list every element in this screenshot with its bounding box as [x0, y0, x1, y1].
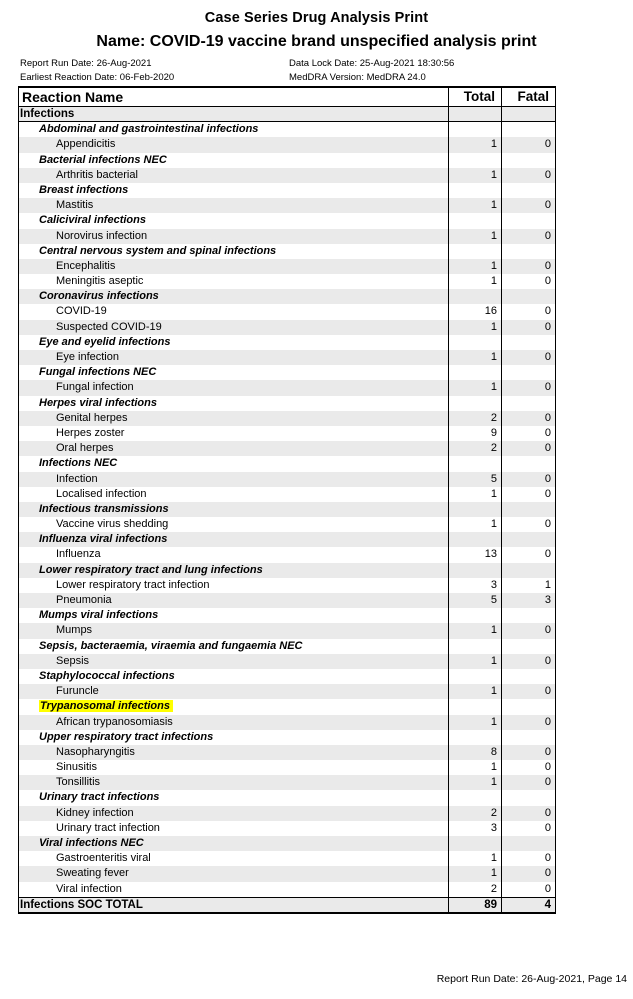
- reaction-name: Norovirus infection: [56, 229, 148, 242]
- total-value: 3: [448, 821, 501, 836]
- fatal-value: 0: [501, 426, 555, 441]
- reaction-table-body: [19, 107, 555, 912]
- fatal-value: [501, 213, 555, 228]
- total-value: [448, 213, 501, 228]
- reaction-name: COVID-19: [56, 305, 107, 318]
- total-value: 2: [448, 882, 501, 897]
- total-value: 1: [448, 760, 501, 775]
- total-value: 1: [448, 623, 501, 638]
- table-row: [19, 669, 555, 684]
- total-value: [448, 183, 501, 198]
- fatal-value: 0: [501, 487, 555, 502]
- data-lock-date: Data Lock Date: 25-Aug-2021 18:30:56: [289, 58, 455, 69]
- total-value: [448, 244, 501, 259]
- total-value: [448, 289, 501, 304]
- total-value: 1: [448, 380, 501, 395]
- table-row: [19, 107, 555, 122]
- table-row: [19, 866, 555, 881]
- fatal-value: [501, 122, 555, 137]
- total-value: 1: [448, 684, 501, 699]
- total-value: 1: [448, 168, 501, 183]
- fatal-value: [501, 563, 555, 578]
- table-row: [19, 715, 555, 730]
- reaction-name: Sweating fever: [56, 867, 129, 880]
- total-value: 1: [448, 715, 501, 730]
- reaction-name: Fungal infection: [56, 381, 134, 394]
- table-row: [19, 547, 555, 562]
- reaction-name: Infectious transmissions: [39, 502, 169, 515]
- total-value: [448, 456, 501, 471]
- fatal-value: 0: [501, 259, 555, 274]
- total-value: [448, 532, 501, 547]
- table-row: [19, 897, 555, 912]
- table-row: [19, 578, 555, 593]
- table-row: [19, 183, 555, 198]
- table-row: [19, 775, 555, 790]
- meddra-version: MedDRA Version: MedDRA 24.0: [289, 71, 426, 83]
- fatal-value: 0: [501, 304, 555, 319]
- reaction-name: Meningitis aseptic: [56, 275, 144, 288]
- fatal-value: [501, 699, 555, 714]
- table-row: [19, 472, 555, 487]
- reaction-name: Mastitis: [56, 199, 94, 212]
- reaction-name: Caliciviral infections: [39, 214, 146, 227]
- fatal-value: [501, 396, 555, 411]
- total-value: 13: [448, 547, 501, 562]
- fatal-value: 0: [501, 380, 555, 395]
- table-row: [19, 259, 555, 274]
- table-row: [19, 274, 555, 289]
- total-value: [448, 730, 501, 745]
- table-row: [19, 365, 555, 380]
- reaction-name: Staphylococcal infections: [39, 669, 175, 682]
- table-row: [19, 137, 555, 152]
- total-value: 89: [448, 898, 501, 912]
- reaction-name: Breast infections: [39, 183, 129, 196]
- total-value: [448, 335, 501, 350]
- total-value: 1: [448, 259, 501, 274]
- reaction-name: Appendicitis: [56, 138, 116, 151]
- reaction-name: Bacterial infections NEC: [39, 153, 167, 166]
- total-value: 3: [448, 578, 501, 593]
- page-subtitle: Name: COVID-19 vaccine brand unspecified analysis print: [96, 33, 537, 50]
- table-row: [19, 806, 555, 821]
- table-row: [19, 745, 555, 760]
- total-value: 16: [448, 304, 501, 319]
- fatal-value: [501, 289, 555, 304]
- fatal-value: 0: [501, 320, 555, 335]
- reaction-name: Arthritis bacterial: [56, 168, 138, 181]
- table-row: [19, 411, 555, 426]
- table-row: [19, 456, 555, 471]
- table-row: [19, 608, 555, 623]
- reaction-name: Kidney infection: [56, 806, 134, 819]
- reaction-name: Lower respiratory tract and lung infections: [39, 563, 263, 576]
- fatal-value: [501, 790, 555, 805]
- total-value: [448, 639, 501, 654]
- table-row: [19, 122, 555, 137]
- table-row: [19, 821, 555, 836]
- fatal-value: 0: [501, 851, 555, 866]
- reaction-name: Infections SOC TOTAL: [20, 898, 143, 911]
- table-row: [19, 304, 555, 319]
- reaction-name: Upper respiratory tract infections: [39, 730, 214, 743]
- table-row: [19, 229, 555, 244]
- fatal-value: 0: [501, 623, 555, 638]
- fatal-value: 0: [501, 137, 555, 152]
- table-row: [19, 882, 555, 897]
- reaction-name: Coronavirus infections: [39, 290, 159, 303]
- reaction-name: Sinusitis: [56, 761, 97, 774]
- total-value: [448, 122, 501, 137]
- page-footer: Report Run Date: 26-Aug-2021, Page 14: [436, 973, 627, 985]
- total-value: 9: [448, 426, 501, 441]
- total-value: 2: [448, 411, 501, 426]
- fatal-value: [501, 244, 555, 259]
- fatal-value: 0: [501, 229, 555, 244]
- reaction-name: Influenza viral infections: [39, 533, 168, 546]
- reaction-name: Influenza: [56, 548, 101, 561]
- table-row: [19, 350, 555, 365]
- reaction-name: Sepsis, bacteraemia, viraemia and fungaemia NEC: [39, 639, 303, 652]
- reaction-name: Herpes viral infections: [39, 396, 157, 409]
- total-value: 5: [448, 593, 501, 608]
- table-row: [19, 654, 555, 669]
- total-value: 1: [448, 851, 501, 866]
- table-row: [19, 153, 555, 168]
- table-row: [19, 684, 555, 699]
- total-value: 8: [448, 745, 501, 760]
- table-row: [19, 623, 555, 638]
- table-row: [19, 198, 555, 213]
- fatal-value: [501, 730, 555, 745]
- fatal-value: [501, 153, 555, 168]
- reaction-name: Genital herpes: [56, 411, 128, 424]
- total-value: 1: [448, 320, 501, 335]
- reaction-name: Viral infections NEC: [39, 837, 144, 849]
- reaction-name: Eye infection: [56, 351, 119, 363]
- reaction-name: Mumps viral infections: [39, 609, 159, 622]
- table-row: [19, 168, 555, 183]
- fatal-value: 0: [501, 760, 555, 775]
- fatal-value: [501, 608, 555, 623]
- reaction-name: Urinary tract infection: [56, 821, 160, 834]
- reaction-name: Abdominal and gastrointestinal infections: [39, 123, 259, 136]
- total-value: 2: [448, 441, 501, 456]
- fatal-value: [501, 335, 555, 350]
- reaction-name: Localised infection: [56, 487, 147, 500]
- total-value: 1: [448, 487, 501, 502]
- fatal-value: 0: [501, 472, 555, 487]
- total-value: [448, 365, 501, 380]
- table-row: [19, 639, 555, 654]
- total-value: [448, 836, 501, 851]
- fatal-value: 0: [501, 517, 555, 532]
- reaction-name: Herpes zoster: [56, 426, 125, 439]
- table-row: [19, 426, 555, 441]
- reaction-name: African trypanosomiasis: [56, 715, 173, 728]
- fatal-value: 0: [501, 715, 555, 730]
- table-row: [19, 289, 555, 304]
- column-header-fatal: Fatal: [501, 88, 555, 106]
- total-value: [448, 669, 501, 684]
- total-value: [448, 608, 501, 623]
- fatal-value: 0: [501, 806, 555, 821]
- reaction-name: Fungal infections NEC: [39, 366, 157, 379]
- table-row: [19, 790, 555, 805]
- table-row: [19, 593, 555, 608]
- reaction-name: Mumps: [56, 624, 93, 637]
- fatal-value: 3: [501, 593, 555, 608]
- total-value: [448, 396, 501, 411]
- fatal-value: 0: [501, 168, 555, 183]
- fatal-value: [501, 107, 555, 121]
- total-value: [448, 563, 501, 578]
- table-row: [19, 563, 555, 578]
- fatal-value: 0: [501, 411, 555, 426]
- total-value: [448, 699, 501, 714]
- fatal-value: [501, 183, 555, 198]
- table-row: [19, 335, 555, 350]
- table-row: [19, 487, 555, 502]
- reaction-name: Infection: [56, 472, 98, 485]
- fatal-value: 0: [501, 866, 555, 881]
- reaction-name: Tonsillitis: [56, 776, 101, 789]
- total-value: [448, 107, 501, 121]
- reaction-name: Suspected COVID-19: [56, 320, 162, 333]
- fatal-value: 1: [501, 578, 555, 593]
- page-title: Case Series Drug Analysis Print: [204, 10, 429, 26]
- total-value: 1: [448, 866, 501, 881]
- fatal-value: [501, 532, 555, 547]
- highlighted-text: Trypanosomal infections: [39, 700, 173, 712]
- report-run-date: Report Run Date: 26-Aug-2021: [20, 58, 152, 69]
- reaction-name: Furuncle: [56, 685, 99, 698]
- table-row: [19, 396, 555, 411]
- reaction-name: Sepsis: [56, 654, 90, 667]
- table-row: [19, 502, 555, 517]
- total-value: 1: [448, 350, 501, 365]
- table-row: [19, 244, 555, 259]
- total-value: [448, 153, 501, 168]
- fatal-value: 0: [501, 441, 555, 456]
- reaction-name: Oral herpes: [56, 442, 114, 455]
- total-value: 1: [448, 517, 501, 532]
- reaction-name: Central nervous system and spinal infections: [39, 244, 277, 257]
- fatal-value: 0: [501, 882, 555, 897]
- table-row: [19, 380, 555, 395]
- column-header-total: Total: [448, 88, 501, 106]
- table-row: [19, 320, 555, 335]
- reaction-name: Urinary tract infections: [39, 791, 160, 804]
- fatal-value: 0: [501, 198, 555, 213]
- reaction-name: Infections NEC: [39, 457, 118, 470]
- fatal-value: [501, 836, 555, 851]
- table-row: [19, 213, 555, 228]
- reaction-name: Pneumonia: [56, 594, 112, 606]
- fatal-value: [501, 456, 555, 471]
- total-value: [448, 790, 501, 805]
- total-value: 2: [448, 806, 501, 821]
- table-row: [19, 851, 555, 866]
- reaction-name: Nasopharyngitis: [56, 745, 135, 758]
- table-row: [19, 836, 555, 851]
- fatal-value: [501, 639, 555, 654]
- fatal-value: 4: [501, 898, 555, 912]
- total-value: 1: [448, 274, 501, 289]
- column-header-reaction-name: Reaction Name: [22, 89, 124, 105]
- total-value: 1: [448, 137, 501, 152]
- table-header: [19, 88, 555, 107]
- total-value: 1: [448, 654, 501, 669]
- reaction-name: Vaccine virus shedding: [56, 518, 169, 531]
- reaction-name: Encephalitis: [56, 259, 116, 272]
- fatal-value: 0: [501, 547, 555, 562]
- fatal-value: [501, 669, 555, 684]
- fatal-value: [501, 365, 555, 380]
- fatal-value: 0: [501, 684, 555, 699]
- reaction-name: Infections: [20, 108, 75, 120]
- earliest-reaction-date: Earliest Reaction Date: 06-Feb-2020: [20, 71, 175, 83]
- table-row: [19, 730, 555, 745]
- fatal-value: 0: [501, 654, 555, 669]
- total-value: 1: [448, 229, 501, 244]
- reaction-name: [19, 699, 448, 714]
- total-value: 1: [448, 775, 501, 790]
- reaction-name: Lower respiratory tract infection: [56, 578, 210, 591]
- fatal-value: 0: [501, 350, 555, 365]
- reaction-name: Viral infection: [56, 882, 122, 895]
- total-value: 1: [448, 198, 501, 213]
- table-row: [19, 532, 555, 547]
- reaction-table: [18, 86, 556, 914]
- total-value: [448, 502, 501, 517]
- total-value: 5: [448, 472, 501, 487]
- table-row: [19, 760, 555, 775]
- table-row: [19, 699, 555, 714]
- fatal-value: 0: [501, 821, 555, 836]
- fatal-value: 0: [501, 745, 555, 760]
- fatal-value: 0: [501, 274, 555, 289]
- table-row: [19, 441, 555, 456]
- reaction-name: Gastroenteritis viral: [56, 852, 151, 865]
- fatal-value: 0: [501, 775, 555, 790]
- reaction-name: Eye and eyelid infections: [39, 335, 171, 348]
- table-row: [19, 517, 555, 532]
- fatal-value: [501, 502, 555, 517]
